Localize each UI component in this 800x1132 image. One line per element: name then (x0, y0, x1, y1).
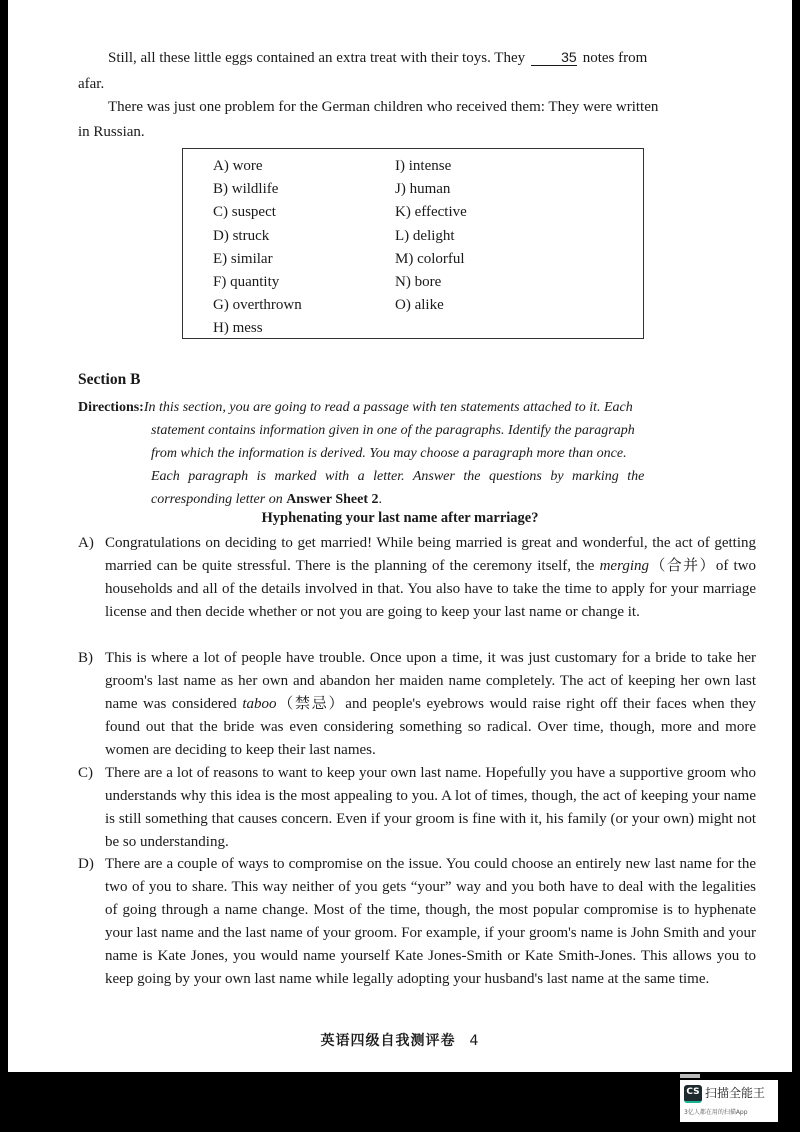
answer-blank: 35 (531, 49, 577, 66)
word-option: J) human (395, 181, 451, 198)
directions-line: Each paragraph is marked with a letter. Answer the questions by marking the (151, 469, 645, 484)
passage-title: Hyphenating your last name after marriage? (261, 510, 539, 526)
directions-text: corresponding letter on (151, 492, 283, 507)
word-option: O) alike (395, 297, 444, 314)
watermark-tab (680, 1074, 700, 1078)
directions-text: In this section, you are going to read a passage with ten statements attached to it. Each (143, 400, 633, 415)
paragraph-letter: C) (78, 765, 93, 781)
word-bank-box (182, 148, 644, 339)
word-option: B) wildlife (213, 181, 279, 198)
word-option: H) mess (213, 320, 263, 337)
directions-period: . (378, 492, 382, 507)
paragraph-b (78, 647, 756, 762)
directions-block (78, 396, 754, 511)
intro-paragraph-2-continued: in Russian. (78, 124, 145, 140)
word-option: K) effective (395, 204, 467, 221)
paragraph-text: This is where a lot of people have trouble. Once upon a time, it was just customary for a bride to take her groom's last name as her own and abandon her maiden name completely. The act of keeping her own last name was considered (105, 650, 756, 712)
word-option: F) quantity (213, 274, 280, 291)
page-footer (8, 1030, 792, 1050)
directions-line: from which the information is derived. You may choose a paragraph more than once. (151, 446, 627, 461)
paragraph-letter: B) (78, 650, 93, 666)
paragraph-text: of two households and all of the details involved in that. You also have to take the time to apply for your marriage license and then decide whether or not you are going to keep your last name or change it. (105, 558, 757, 620)
document-page (8, 0, 792, 1072)
page-number: 4 (469, 1033, 480, 1049)
footer-title: 英语四级自我测评卷 (320, 1033, 456, 1049)
section-heading: Section B (78, 371, 141, 388)
word-option: A) wore (213, 158, 263, 174)
directions-label: Directions: (78, 400, 144, 415)
answer-sheet-label: Answer Sheet 2 (286, 492, 379, 507)
paragraph-text: Congratulations on deciding to get married! While being married is great and wonderful, the act of getting married can be quite stressful. There is the planning of the ceremony itself, the (105, 535, 756, 574)
intro-text-after: notes from (582, 50, 648, 66)
directions-line (78, 488, 754, 511)
paragraph-c (78, 762, 756, 854)
paragraph-text: and people's eyebrows would raise right off their faces when they found out that the bride was even considering something so radical. Over time, though, more and more women are deciding to keep their last names. (105, 696, 756, 758)
word-option: L) delight (395, 227, 455, 244)
word-option: M) colorful (395, 250, 465, 267)
intro-paragraph-1 (78, 47, 756, 70)
paragraph-text: There are a couple of ways to compromise on the issue. You could choose an entirely new last name for the two of you to share. This way neither of you gets “your” way and you both have to deal with the legalities of going through a name change. Most of the time, though, the most popular compromise is to hyphenate your last name and the last name of your groom. For example, if your groom's name is John Smith and your name is Kate Jones, you would name yourself Kate Jones-Smith or Kate Smith-Jones. This allows you to keep going by your own last name while legally adopting your husband's last name at the same time. (105, 856, 756, 987)
camscanner-logo-icon: CS (684, 1085, 702, 1103)
paragraph-a (78, 532, 756, 624)
paragraph-letter: A) (78, 535, 94, 551)
camscanner-watermark (680, 1080, 778, 1122)
word-option: N) bore (395, 274, 442, 291)
paragraph-text: There are a lot of reasons to want to keep your own last name. Hopefully you have a supportive groom who understands why this idea is the most appealing to you. A lot of times, though, the act of keeping your name is still something that causes concern. Even if your groom is fine with it, his family (or your own) might not be so understanding. (105, 765, 756, 850)
word-option: E) similar (213, 250, 273, 267)
intro-text: Still, all these little eggs contained an extra treat with their toys. They (108, 50, 526, 66)
directions-line (78, 396, 754, 419)
intro-paragraph-2: There was just one problem for the German children who received them: They were written (108, 99, 659, 115)
word-option: C) suspect (213, 204, 276, 221)
word-option: I) intense (395, 158, 452, 174)
word-option: D) struck (213, 227, 270, 244)
italic-term: taboo (242, 696, 277, 712)
watermark-app-name: 扫描全能王 (705, 1086, 766, 1100)
italic-term: merging (599, 558, 650, 574)
word-option: G) overthrown (213, 297, 302, 314)
word-bank-left-column (213, 155, 302, 341)
chinese-gloss: （合并） (649, 558, 716, 574)
intro-paragraph-1-continued: afar. (78, 76, 105, 92)
chinese-gloss: （禁忌） (276, 696, 346, 712)
watermark-tagline: 3亿人都在用的扫描App (684, 1109, 748, 1116)
paragraph-d (78, 853, 756, 991)
word-bank-right-column (395, 155, 467, 317)
directions-line: statement contains information given in one of the paragraphs. Identify the paragraph (151, 423, 635, 438)
paragraph-letter: D) (78, 856, 94, 872)
